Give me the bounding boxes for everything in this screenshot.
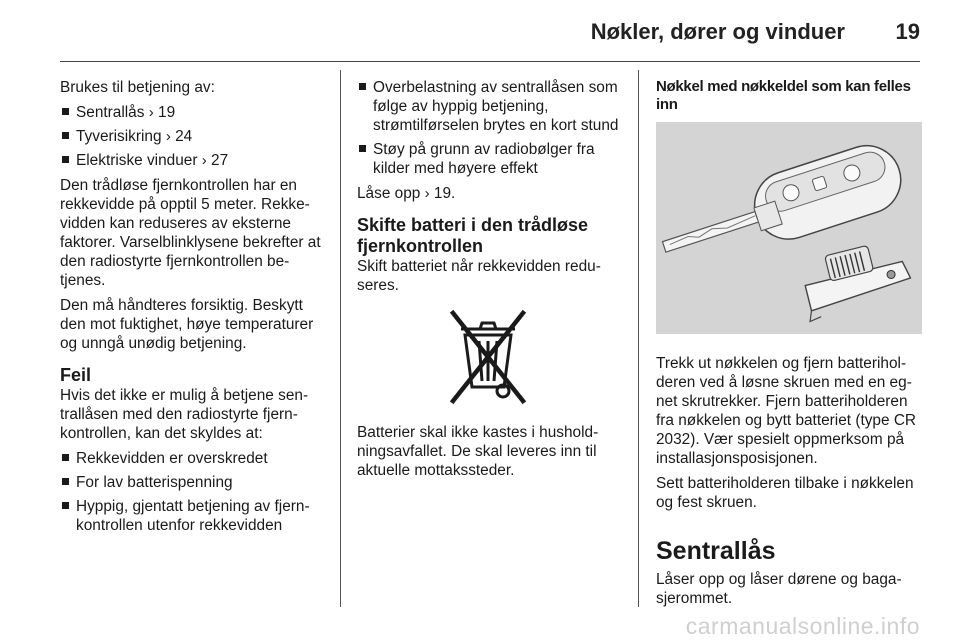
list-item: Tyverisikring › 24 — [60, 127, 328, 146]
running-header-title: Nøkler, dører og vinduer — [590, 19, 845, 44]
list-item: Elektriske vinduer › 27 — [60, 151, 328, 170]
header-rule — [60, 61, 920, 62]
watermark: carmanualsonline.info — [685, 613, 920, 639]
key-heading: Nøkkel med nøkkeldel som kan felles inn — [656, 78, 911, 113]
care-paragraph: Den må håndteres forsiktig. Beskytt den mot fuktighet, høye temperaturer og unngå unødig betjening. — [60, 297, 314, 352]
battery-intro: Skift batteriet når rekkevidden reduseres. — [357, 258, 601, 294]
list-item: Rekkevidden er overskredet — [60, 449, 328, 468]
page-ref-icon — [166, 128, 171, 145]
list-item: Sentrallås › 19 — [60, 103, 328, 122]
column-3 — [656, 78, 922, 614]
uses-intro: Brukes til betjening av: — [60, 79, 215, 96]
crossed-out-bin-icon — [435, 305, 541, 409]
unlock-reference: Låse opp › 19. — [357, 184, 619, 203]
battery-heading: Skifte batteri i den trådløse fjernkontrollen — [357, 215, 589, 256]
uses-list — [60, 103, 328, 170]
central-lock-heading: Sentrallås — [656, 537, 776, 565]
battery-instructions: Trekk ut nøkkelen og fjern batteriholderen ved å løsne skruen med en egnet skrutrekker. Fjern batteriholderen fra nøkkelen og bytt batteriet (type CR 2032). Vær spesielt oppmerksom på installasjonsposisjonen. — [656, 355, 917, 467]
column-2 — [357, 78, 619, 486]
range-paragraph: Den trådløse fjernkontrollen har en rekkevidde på opptil 5 meter. Rekkevidden kan reduseres av eksterne faktorer. Varselblinklysene bekrefter at den radiostyrte fjernkontrollen betjenes. — [60, 177, 321, 289]
disposal-paragraph: Batterier skal ikke kastes i husholdningsavfallet. De skal leveres inn til aktuelle mottakssteder. — [357, 424, 599, 479]
central-lock-text: Låser opp og låser dørene og bagasjerommet. — [656, 571, 902, 607]
reinstall-paragraph: Sett batteriholderen tilbake i nøkkelen og fest skruen. — [656, 475, 914, 511]
column-divider-1 — [340, 70, 341, 607]
list-item: Støy på grunn av radiobølger fra kilder med høyere effekt — [357, 140, 619, 178]
column-divider-2 — [638, 70, 639, 607]
column-1 — [60, 78, 328, 541]
page-ref-icon — [202, 152, 207, 169]
page-ref-icon — [425, 185, 430, 202]
fault-heading: Feil — [60, 365, 92, 385]
list-item: Overbelastning av sentrallåsen som følge av hyppig betjening, strømtilførselen brytes en kort stund — [357, 78, 619, 135]
page-number: 19 — [895, 19, 920, 44]
list-item: For lav batterispenning — [60, 473, 328, 492]
page-ref-icon — [149, 104, 154, 121]
folding-key-illustration — [656, 122, 922, 334]
list-item: Hyppig, gjentatt betjening av fjernkontrollen utenfor rekkevidden — [60, 497, 328, 535]
fault-intro: Hvis det ikke er mulig å betjene sentrallåsen med den radiostyrte fjernkontrollen, kan det skyldes at: — [60, 387, 309, 442]
fault-list-continued — [357, 78, 619, 178]
fault-list — [60, 449, 328, 535]
